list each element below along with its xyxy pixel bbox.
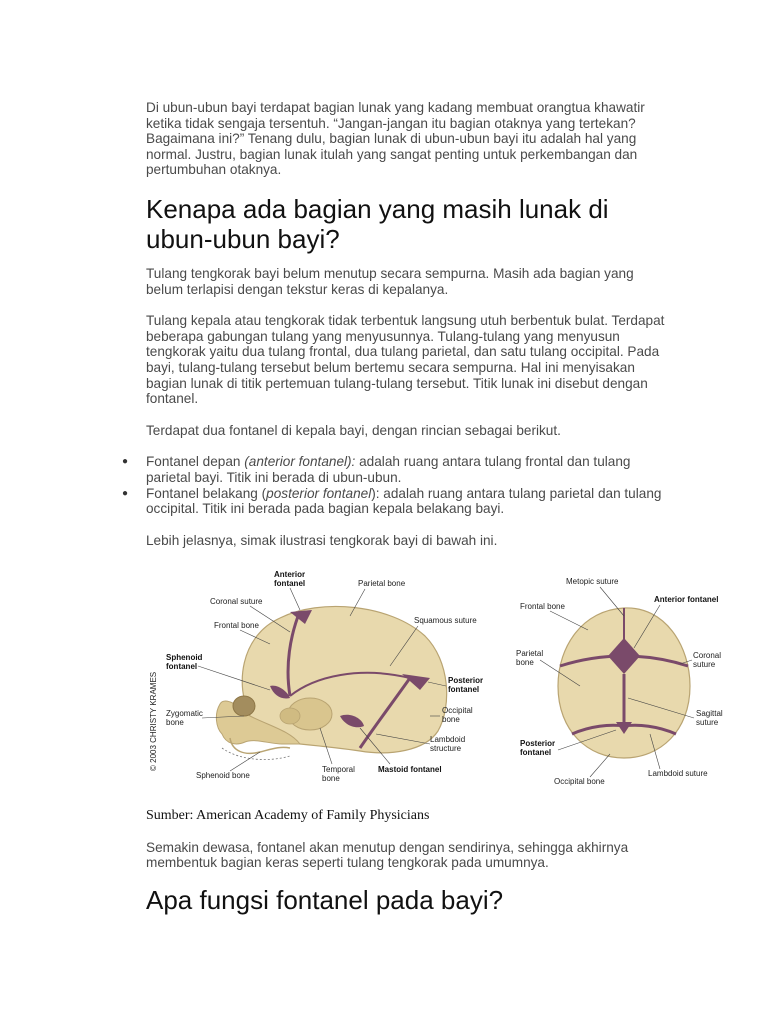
svg-text:fontanel: fontanel (166, 662, 198, 671)
list-item: ● Fontanel belakang (posterior fontanel): adalah ruang antara tulang parietal dan tulang occipital. Titik ini berada pada bagian kepala belakang bayi. (122, 485, 662, 517)
svg-text:structure: structure (430, 744, 462, 753)
svg-text:Frontal bone: Frontal bone (520, 602, 565, 611)
svg-text:Sagittal: Sagittal (696, 709, 723, 718)
heading-why-soft: Kenapa ada bagian yang masih lunak di ubun-ubun bayi? (146, 193, 609, 254)
svg-text:Sphenoid bone: Sphenoid bone (196, 771, 250, 780)
svg-text:Anterior: Anterior (274, 570, 306, 579)
paragraph-fontanel-closes: Semakin dewasa, fontanel akan menutup dengan sendirinya, sehingga akhirnya membentuk bagian keras seperti tulang tengkorak pada umumnya. (146, 839, 629, 871)
svg-text:Zygomatic: Zygomatic (166, 709, 203, 718)
svg-text:Posterior: Posterior (520, 739, 556, 748)
svg-text:fontanel: fontanel (274, 579, 306, 588)
svg-text:Sphenoid: Sphenoid (166, 653, 203, 662)
fontanel-list (122, 454, 666, 517)
svg-text:Posterior: Posterior (448, 676, 484, 685)
svg-text:suture: suture (696, 718, 719, 727)
svg-text:bone: bone (516, 658, 534, 667)
skull-illustration (140, 566, 740, 796)
svg-text:Mastoid fontanel: Mastoid fontanel (378, 765, 442, 774)
svg-text:fontanel: fontanel (520, 748, 552, 757)
heading-fontanel-function: Apa fungsi fontanel pada bayi? (146, 884, 504, 915)
svg-text:Metopic suture: Metopic suture (566, 577, 619, 586)
svg-text:Lambdoid: Lambdoid (430, 735, 466, 744)
paragraph-see-illustration: Lebih jelasnya, simak ilustrasi tengkorak bayi di bawah ini. (146, 532, 498, 548)
list-item: ● Fontanel depan (anterior fontanel): adalah ruang antara tulang frontal dan tulang parietal bayi. Titik ini berada di ubun-ubun. (122, 454, 631, 485)
svg-text:Parietal bone: Parietal bone (358, 579, 406, 588)
paragraph-two-fontanels: Terdapat dua fontanel di kepala bayi, dengan rincian sebagai berikut. (146, 422, 561, 438)
svg-text:Frontal bone: Frontal bone (214, 621, 259, 630)
svg-text:Occipital: Occipital (442, 706, 473, 715)
intro-paragraph: Di ubun-ubun bayi terdapat bagian lunak yang kadang membuat orangtua khawatir ketika tidak sengaja tersentuh. “Jangan-jangan itu bagian otaknya yang tertekan? Bagaimana ini?” Tenang dulu, bagian lunak di ubun-ubun bayi itu adalah hal yang normal. Justru, bagian lunak itulah yang sangat penting untuk perkembangan dan pertumbuhan otaknya. (146, 100, 645, 178)
svg-text:bone: bone (322, 774, 340, 783)
svg-text:bone: bone (442, 715, 460, 724)
bullet-icon: ● (122, 487, 129, 499)
svg-text:bone: bone (166, 718, 184, 727)
svg-text:Anterior fontanel: Anterior fontanel (654, 595, 719, 604)
paragraph-skull-not-closed: Tulang tengkorak bayi belum menutup secara sempurna. Masih ada bagian yang belum terlapisi dengan tekstur keras di kepalanya. (146, 265, 634, 297)
svg-text:Temporal: Temporal (322, 765, 355, 774)
svg-text:Occipital bone: Occipital bone (554, 777, 605, 786)
orbit-shape (233, 696, 255, 716)
svg-text:suture: suture (693, 660, 716, 669)
source-caption: Sumber: American Academy of Family Physicians (146, 808, 430, 823)
article (122, 100, 666, 548)
svg-text:Parietal: Parietal (516, 649, 544, 658)
svg-text:Squamous suture: Squamous suture (414, 616, 477, 625)
article-continued (146, 808, 666, 915)
copyright-text: © 2003 CHRISTY KRAMES (149, 671, 158, 771)
svg-text:Lambdoid suture: Lambdoid suture (648, 769, 708, 778)
svg-text:fontanel: fontanel (448, 685, 480, 694)
skull-top-view (558, 608, 690, 758)
bullet-icon: ● (122, 456, 129, 468)
paragraph-skull-bones: Tulang kepala atau tengkorak tidak terbentuk langsung utuh berbentuk bulat. Terdapat beberapa gabungan tulang yang menyusunnya. Tulang-tulang yang menyusun tengkorak yaitu dua tulang frontal, dua tulang parietal, dan satu tulang occipital. Pada bayi, tulang-tulang tersebut belum bertemu secara sempurna. Hal ini menyisakan bagian lunak di titik pertemuan tulang-tulang tersebut. Titik lunak ini disebut dengan fontanel. (146, 313, 665, 407)
svg-text:Coronal: Coronal (693, 651, 722, 660)
svg-text:Coronal suture: Coronal suture (210, 597, 263, 606)
